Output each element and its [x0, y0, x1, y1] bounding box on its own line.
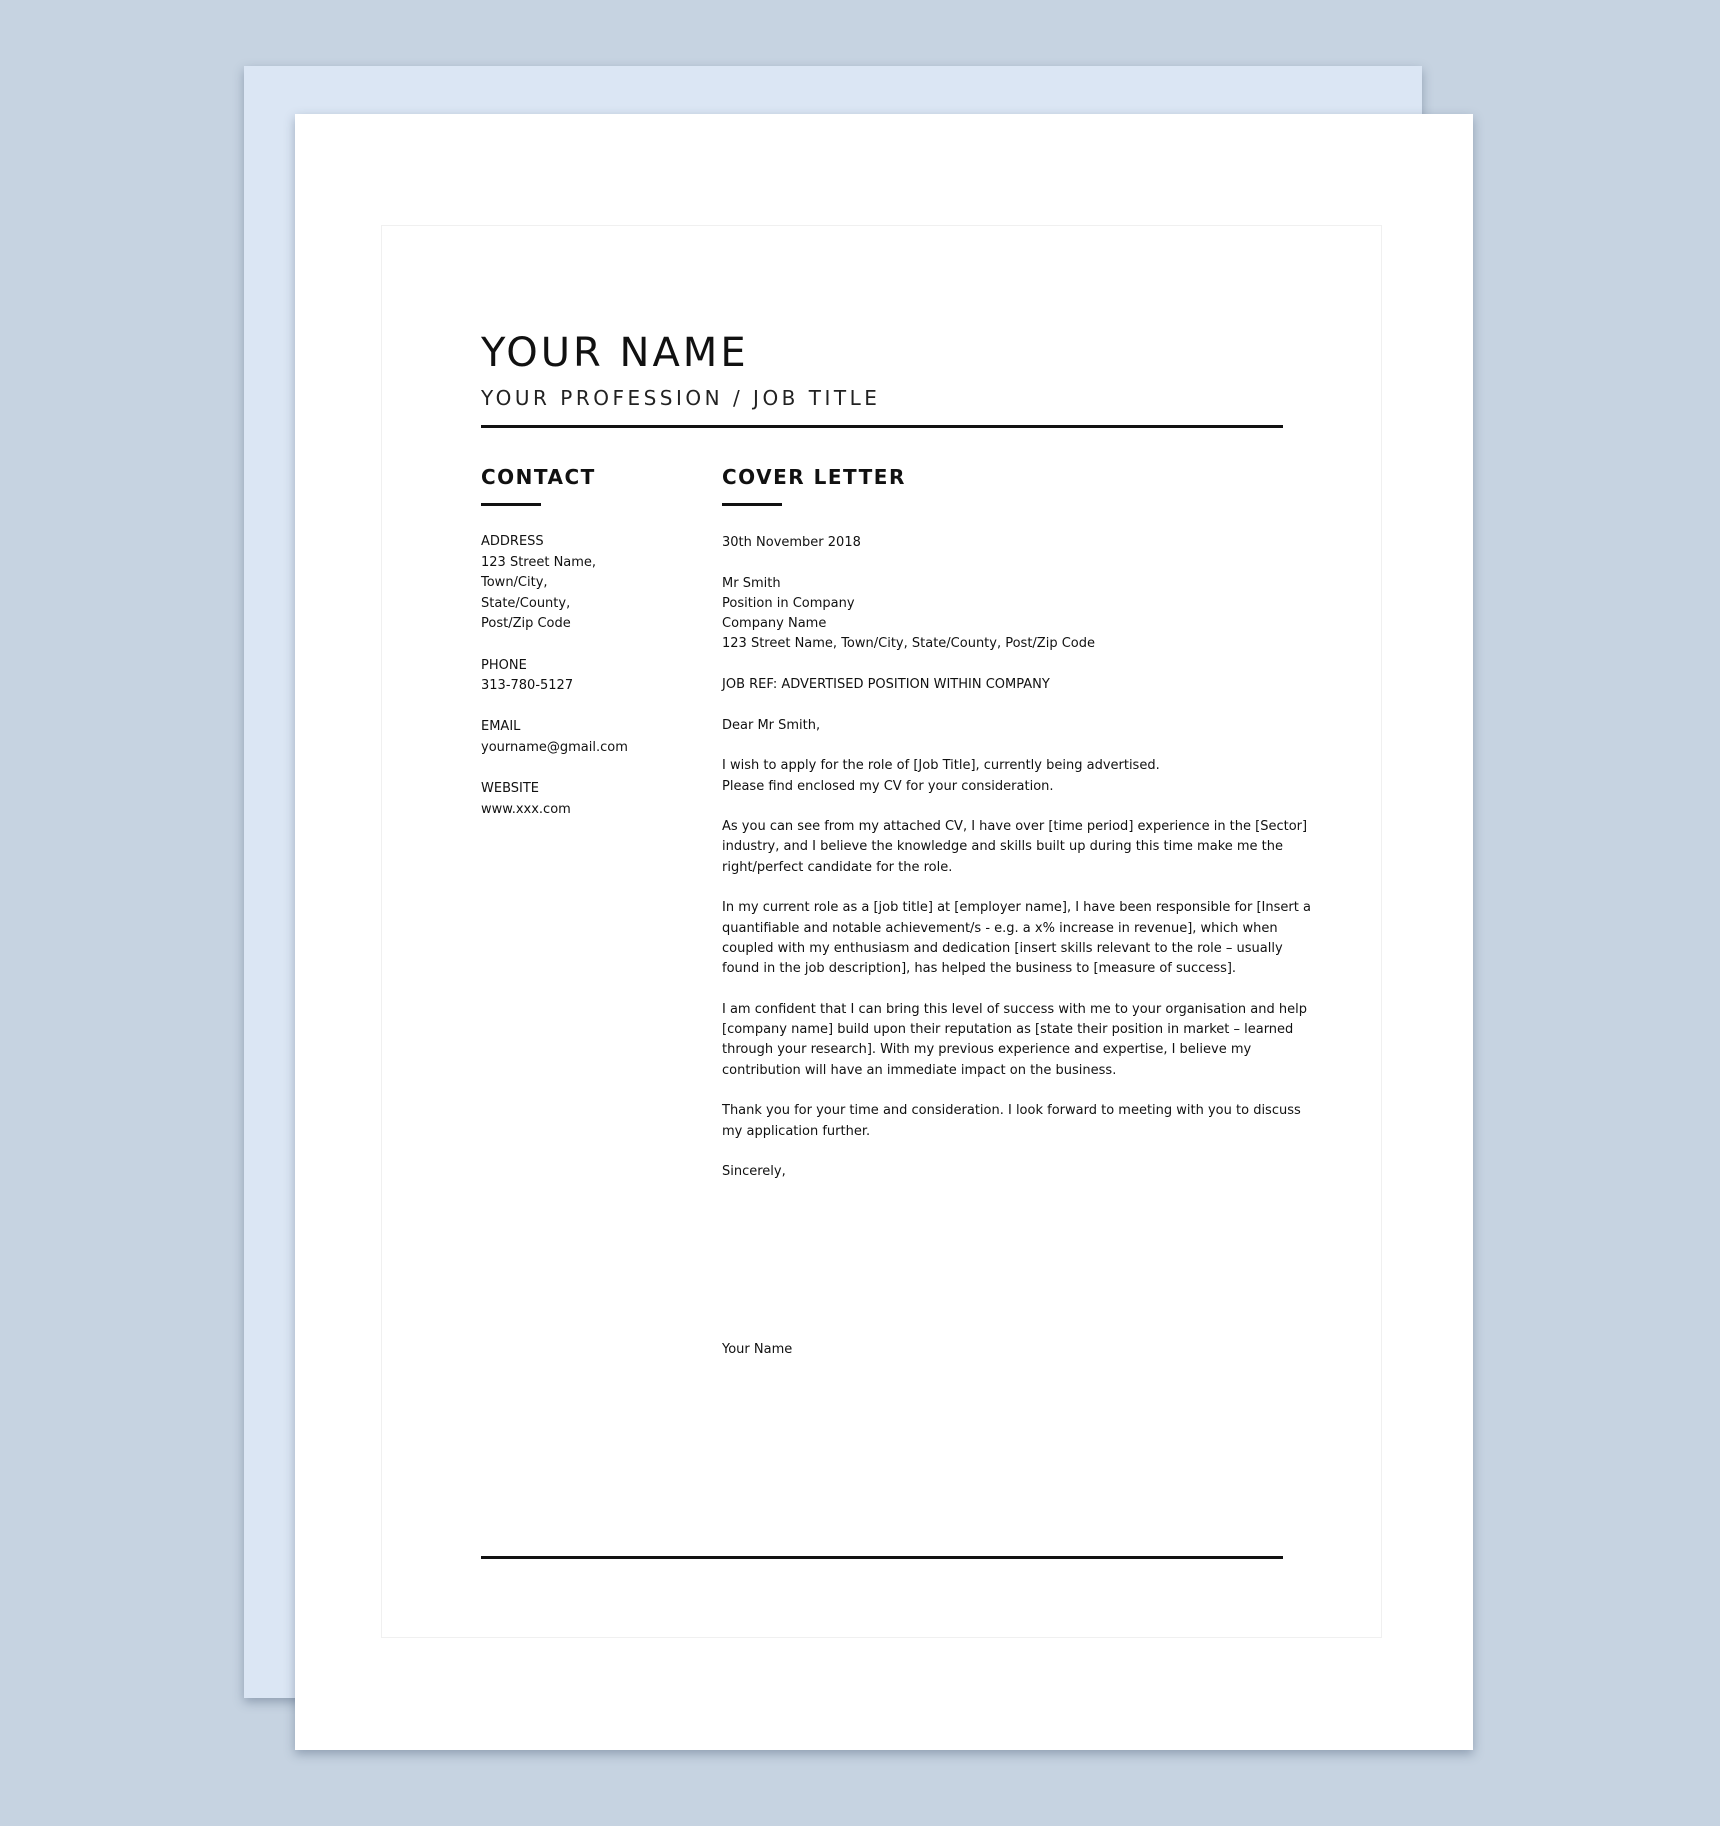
website-label: WEBSITE — [481, 781, 539, 797]
email-label: EMAIL — [481, 719, 521, 735]
letter-body — [722, 533, 1311, 1203]
recipient-line: Company Name — [722, 616, 827, 632]
job-ref-text: JOB REF: ADVERTISED POSITION WITHIN COMPANY — [722, 677, 1050, 693]
paragraph-line: industry, and I believe the knowledge and skills built up during this time make me the — [722, 839, 1284, 855]
address-line: Town/City, — [481, 575, 548, 591]
paragraph-line: contribution will have an immediate impact on the business. — [722, 1062, 1117, 1078]
phone-value: 313-780-5127 — [481, 678, 574, 694]
letter-paragraph — [722, 817, 1308, 878]
closing — [722, 1162, 1292, 1182]
paragraph-line: found in the job description], has helped the business to [measure of success]. — [722, 961, 1237, 977]
recipient-line: 123 Street Name, Town/City, State/County, Post/Zip Code — [722, 636, 1095, 652]
paragraph-line: coupled with my enthusiasm and dedication [insert skills relevant to the role – usually — [722, 940, 1283, 956]
paragraph-line: I am confident that I can bring this level of success with me to your organisation and help — [722, 1001, 1307, 1017]
applicant-name: YOUR NAME — [481, 330, 749, 376]
recipient-line: Position in Company — [722, 595, 855, 611]
front-page-sheet — [295, 114, 1473, 1750]
footer-divider — [481, 1556, 1283, 1559]
paragraph-line: Please find enclosed my CV for your consideration. — [722, 778, 1054, 794]
letter-paragraph — [722, 898, 1311, 979]
contact-heading: CONTACT — [481, 465, 596, 489]
contact-phone — [481, 656, 701, 697]
applicant-profession: YOUR PROFESSION / JOB TITLE — [481, 386, 881, 410]
closing-text: Sincerely, — [722, 1164, 786, 1180]
address-line: 123 Street Name, — [481, 554, 597, 570]
contact-email — [481, 717, 701, 758]
paragraph-line: In my current role as a [job title] at [employer name], I have been responsible for [Insert a — [722, 900, 1311, 916]
letter-paragraph — [722, 1000, 1307, 1081]
paragraph-line: I wish to apply for the role of [Job Title], currently being advertised. — [722, 758, 1160, 774]
letter-paragraph — [722, 756, 1292, 797]
letter-paragraph — [722, 1101, 1301, 1142]
signature-name: Your Name — [722, 1342, 793, 1357]
cover-letter-heading-underline — [722, 503, 782, 506]
phone-label: PHONE — [481, 657, 527, 673]
paragraph-line: [company name] build upon their reputation as [state their position in market – learned — [722, 1022, 1294, 1038]
contact-website — [481, 779, 701, 820]
paragraph-line: my application further. — [722, 1123, 871, 1139]
address-line: Post/Zip Code — [481, 616, 571, 632]
paragraph-line: As you can see from my attached CV, I have over [time period] experience in the [Sector] — [722, 819, 1308, 835]
website-value: www.xxx.com — [481, 801, 571, 817]
address-label: ADDRESS — [481, 534, 544, 549]
paragraph-line: quantifiable and notable achievement/s - e.g. a x% increase in revenue], which when — [722, 920, 1278, 936]
cover-letter-heading: COVER LETTER — [722, 465, 906, 489]
salutation-text: Dear Mr Smith, — [722, 717, 821, 733]
address-line: State/County, — [481, 595, 571, 611]
job-reference — [722, 675, 1292, 695]
recipient-block — [722, 574, 1292, 655]
contact-heading-underline — [481, 503, 541, 506]
date-text: 30th November 2018 — [722, 535, 861, 550]
contact-details — [481, 532, 701, 841]
paragraph-line: through your research]. With my previous experience and expertise, I believe my — [722, 1042, 1252, 1058]
paragraph-line: right/perfect candidate for the role. — [722, 859, 953, 875]
letter-date — [722, 533, 1292, 553]
recipient-line: Mr Smith — [722, 575, 781, 591]
header-divider — [481, 425, 1283, 428]
paragraph-line: Thank you for your time and consideration. I look forward to meeting with you to discuss — [722, 1103, 1301, 1119]
email-value: yourname@gmail.com — [481, 739, 628, 755]
contact-address — [481, 532, 701, 635]
salutation — [722, 716, 1292, 736]
